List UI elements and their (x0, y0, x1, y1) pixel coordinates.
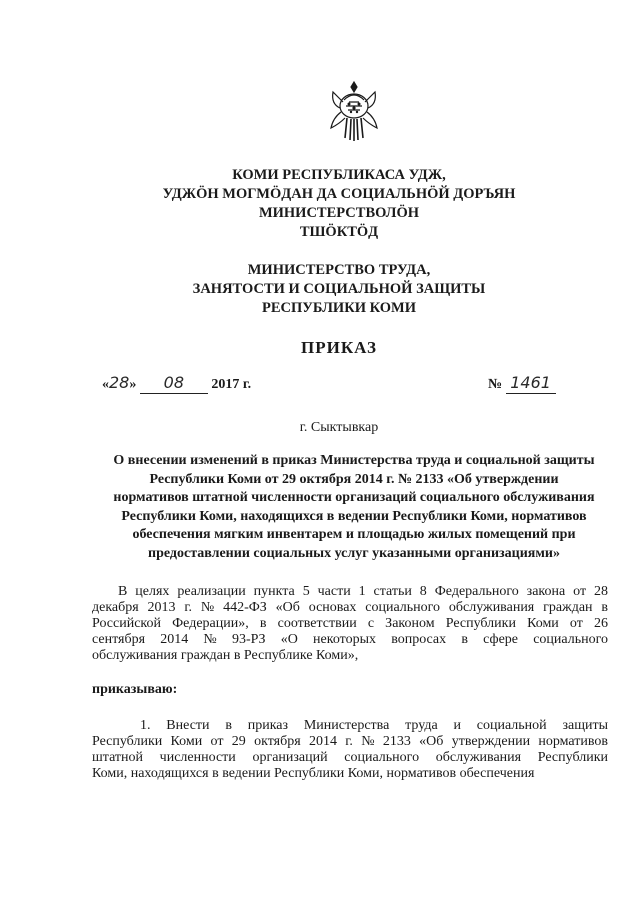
document-title: ПРИКАЗ (301, 338, 377, 357)
order-date (102, 373, 251, 394)
komi-coat-of-arms-icon (327, 78, 381, 142)
russian-language-header (0, 261, 640, 318)
item-1-line: Республики Коми от 29 октября 2014 г. № 2133 «Об утверждении нормативов (92, 734, 608, 749)
item-1-paragraph (92, 718, 608, 782)
preamble-line: обслуживания граждан в Республике Коми», (92, 648, 359, 663)
preamble-line: сентября 2014 № 93-РЗ «О некоторых вопросах в сфере социального (92, 632, 608, 647)
date-month-handwritten: 08 (163, 373, 185, 392)
order-number (488, 373, 556, 394)
date-day-handwritten: 28 (109, 373, 130, 392)
komi-header-line: КОМИ РЕСПУБЛИКАСА УДЖ, (232, 167, 446, 183)
date-month-blank (140, 373, 208, 394)
komi-header-line: УДЖӦН МОГМӦДАН ДА СОЦИАЛЬНӦЙ ДОРЪЯН (162, 186, 516, 202)
number-handwritten: 1461 (510, 373, 551, 392)
city-name: г. Сыктывкар (299, 420, 379, 435)
item-1-line: 1. Внести в приказ Министерства труда и социальной защиты (140, 718, 608, 733)
number-label: № (488, 377, 503, 392)
komi-header-line: ТШӦКТӦД (299, 224, 379, 240)
subject-line: обеспечения мягким инвентарем и площадью жилых помещений при (132, 527, 576, 542)
subject-line: предоставлении социальных услуг указанными организациями» (148, 545, 560, 561)
komi-header-line: МИНИСТЕРСТВОЛӦН (258, 205, 420, 221)
item-1-line: Коми, находящихся в ведении Республики Коми, нормативов обеспечения (92, 766, 535, 781)
preamble-line: Российской Федерации», в соответствии с Законом Республики Коми от 26 (92, 616, 608, 631)
date-year: 2017 г. (211, 377, 252, 392)
number-blank (506, 373, 556, 394)
ru-header-line: РЕСПУБЛИКИ КОМИ (261, 300, 417, 316)
komi-language-header (0, 166, 640, 242)
preamble-line: В целях реализации пункта 5 части 1 статьи 8 Федерального закона от 28 (118, 584, 608, 599)
subject-line: Республики Коми, находящихся в ведении Республики Коми, нормативов (121, 508, 587, 524)
subject-line: нормативов штатной численности организаций социального обслуживания (113, 490, 595, 505)
order-subject (98, 452, 610, 563)
ru-header-line: ЗАНЯТОСТИ И СОЦИАЛЬНОЙ ЗАЩИТЫ (192, 281, 486, 297)
preamble-line: декабря 2013 г. № 442-ФЗ «Об основах социального обслуживания граждан в (92, 600, 608, 615)
preamble-paragraph (92, 584, 608, 664)
ru-header-line: МИНИСТЕРСТВО ТРУДА, (247, 262, 431, 278)
subject-line: О внесении изменений в приказ Министерства труда и социальной защиты (113, 453, 595, 468)
orders-word: приказываю: (92, 682, 178, 697)
date-open-quote: « (102, 377, 109, 392)
date-close-quote: » (129, 377, 137, 392)
subject-line: Республики Коми от 29 октября 2014 г. № 2133 «Об утверждении (149, 471, 559, 487)
item-1-line: штатной численности организаций социального обслуживания Республики (92, 750, 608, 765)
